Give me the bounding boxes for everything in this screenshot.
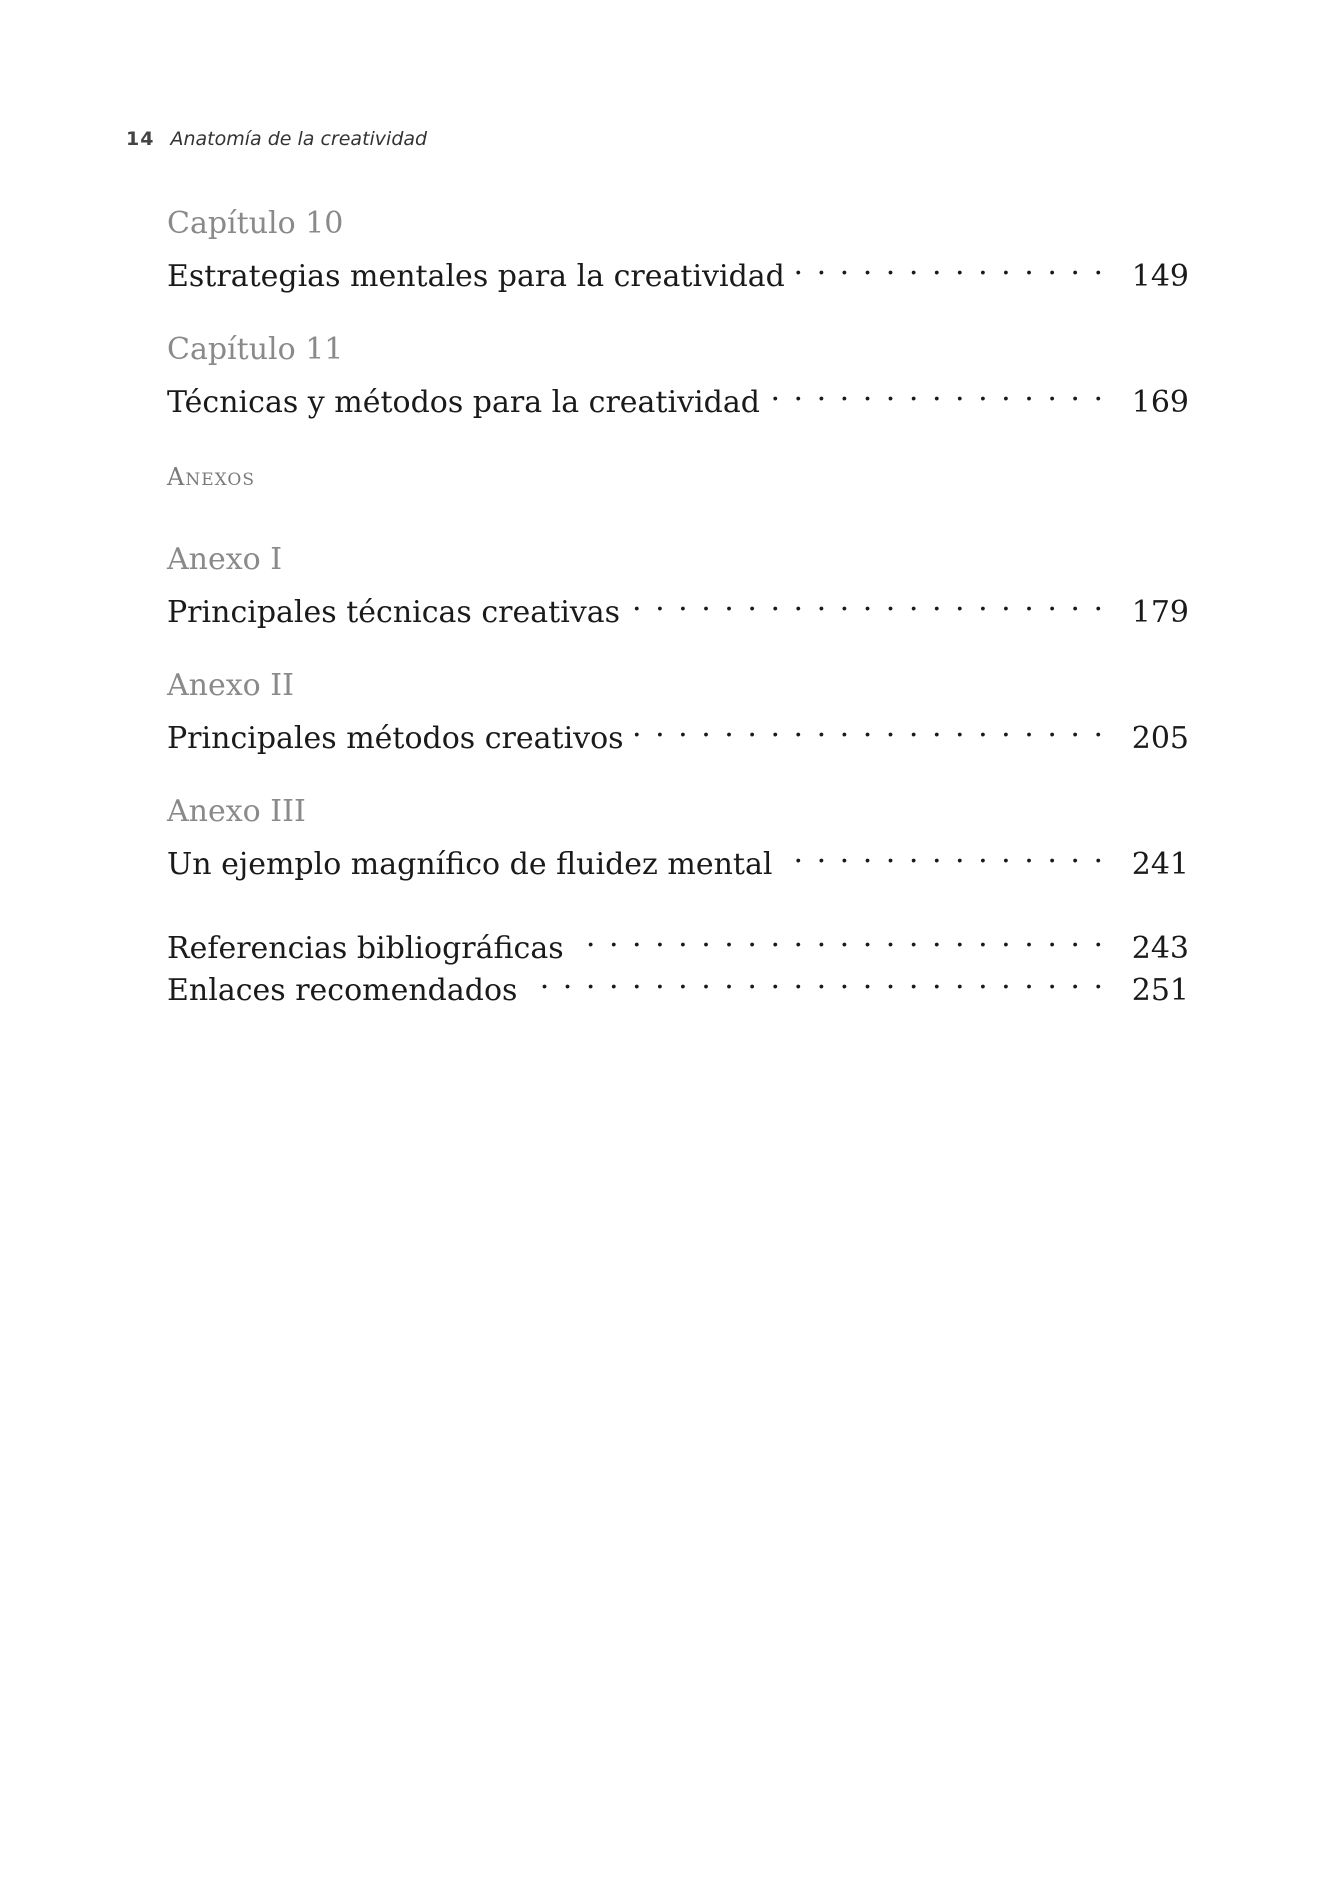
chapter-11-label: Capítulo 11 <box>167 332 344 367</box>
dot-leader <box>628 580 1105 622</box>
running-head <box>126 128 427 150</box>
toc-entry-annex-3[interactable] <box>167 832 1189 882</box>
book-title: Anatomía de la creatividad <box>170 128 428 150</box>
toc-entry-title: Técnicas y métodos para la creatividad <box>167 385 760 420</box>
toc-entry-title: Principales métodos creativos <box>167 721 624 756</box>
toc-entry-page: 169 <box>1131 385 1189 420</box>
toc-entry-title: Enlaces recomendados <box>167 973 518 1008</box>
dot-leader <box>632 706 1105 748</box>
page-number: 14 <box>126 128 155 150</box>
toc-entry-title: Estrategias mentales para la creatividad <box>167 259 785 294</box>
toc-entry-annex-1[interactable] <box>167 580 1189 630</box>
toc-entry-chapter-11[interactable] <box>167 370 1189 420</box>
toc-entry-title: Principales técnicas creativas <box>167 595 621 630</box>
toc-entry-page: 251 <box>1131 973 1189 1008</box>
toc-entry-page: 241 <box>1131 847 1189 882</box>
dot-leader <box>793 244 1105 286</box>
toc-entry-page: 243 <box>1131 931 1189 966</box>
dot-leader <box>525 958 1105 1000</box>
annex-1-label: Anexo I <box>167 542 283 577</box>
toc-entry-references[interactable] <box>167 916 1189 966</box>
toc-entry-title: Referencias bibliográficas <box>167 931 564 966</box>
toc-entry-annex-2[interactable] <box>167 706 1189 756</box>
dot-leader <box>768 370 1105 412</box>
dot-leader <box>780 832 1105 874</box>
toc-entry-links[interactable] <box>167 958 1189 1008</box>
annex-3-label: Anexo III <box>167 794 306 829</box>
toc-entry-page: 149 <box>1131 259 1189 294</box>
annex-2-label: Anexo II <box>167 668 294 703</box>
toc-entry-title: Un ejemplo magnífico de fluidez mental <box>167 847 773 882</box>
annexes-heading: Anexos <box>167 463 256 491</box>
toc-entry-page: 179 <box>1131 595 1189 630</box>
dot-leader <box>572 916 1105 958</box>
toc-entry-chapter-10[interactable] <box>167 244 1189 294</box>
toc-entry-page: 205 <box>1131 721 1189 756</box>
chapter-10-label: Capítulo 10 <box>167 206 344 241</box>
